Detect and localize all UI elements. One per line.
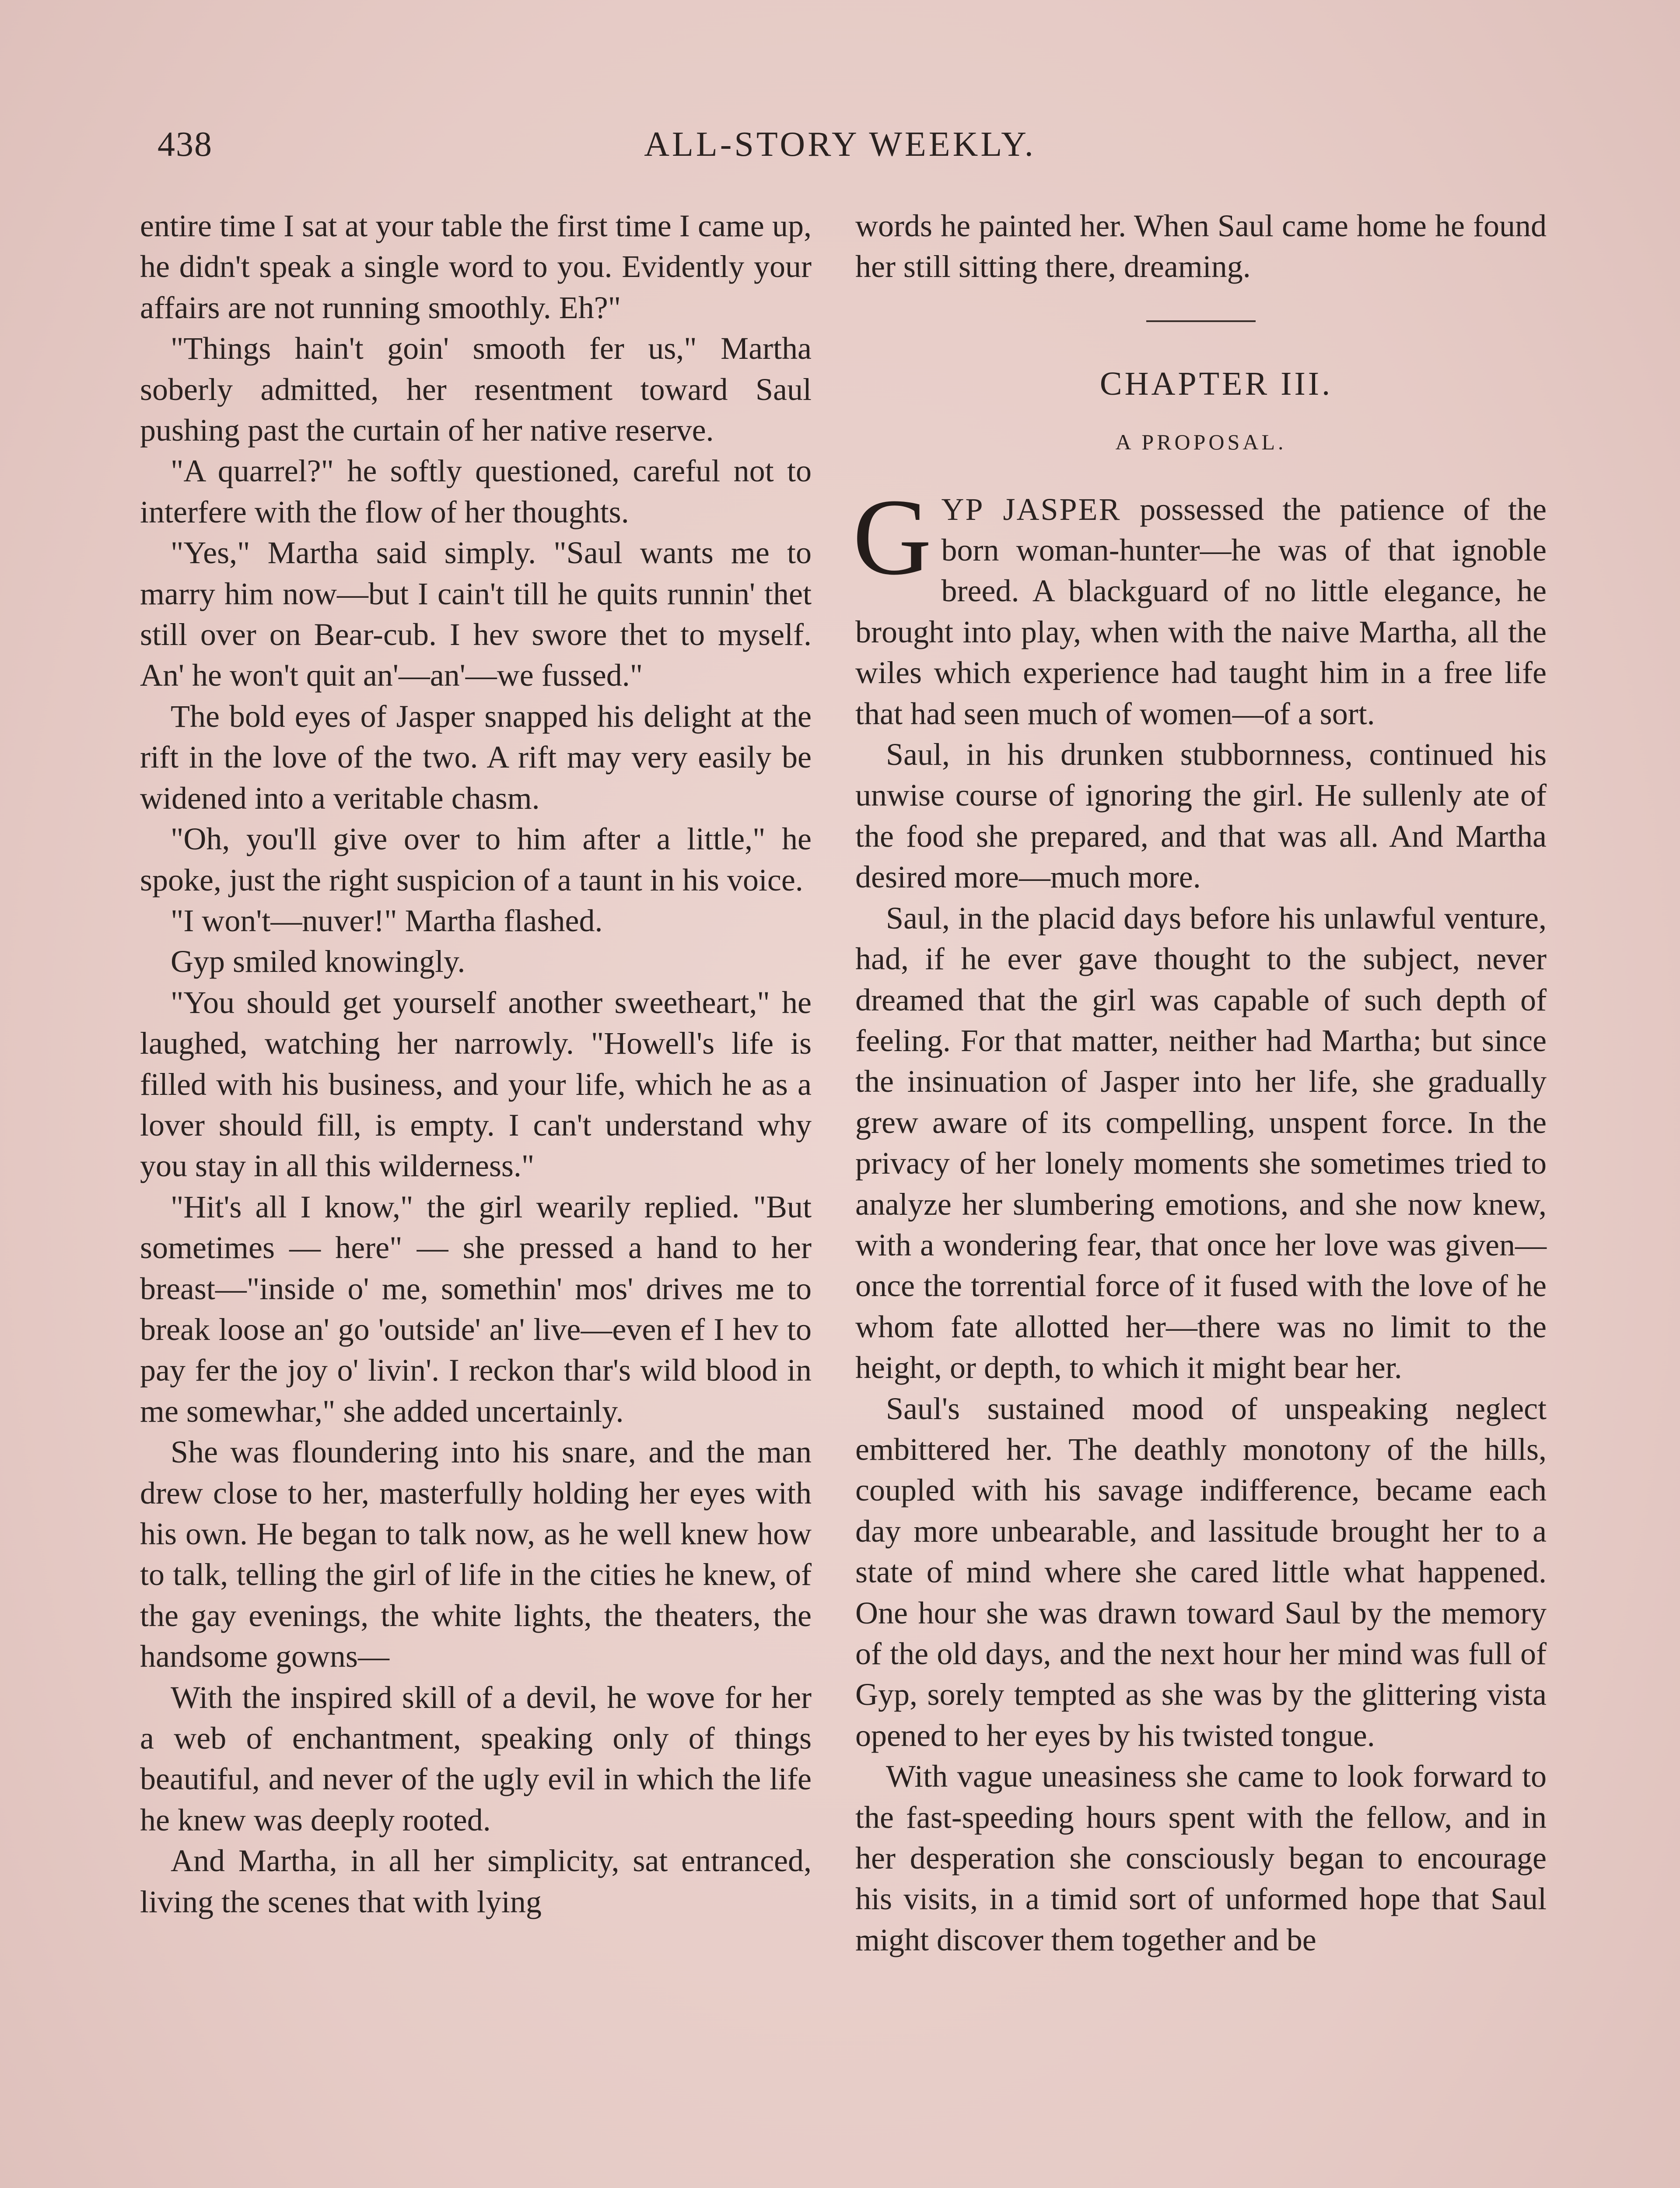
opening-text: possessed the patience of the born woman-hunter—he was of that ignoble breed. A blackguard of no little elegance, he brought into play, when with the naive Martha, all the wiles which experience had taught him in a free life that had seen much of women—of a sort. — [855, 491, 1547, 731]
paragraph: "You should get yourself another sweetheart," he laughed, watching her narrowly. "Howell's life is filled with his business, and your life, which he as a lover should fill, is empty. I can't understand why you stay in all this wilderness." — [140, 985, 812, 1184]
paragraph: With the inspired skill of a devil, he wove for her a web of enchantment, speaking only of things beautiful, and never of the ugly evil in which the life he knew was deeply rooted. — [140, 1680, 812, 1837]
paragraph-continuation: words he painted her. When Saul came home he found her still sitting there, dreaming. — [855, 208, 1547, 284]
paragraph: Saul's sustained mood of unspeaking neglect embittered her. The deathly monotony of the hills, coupled with his savage indifference, became each day more unbearable, and lassitude brought her to a state of mind where she cared little what happened. One hour she was drawn toward Saul by the memory of the old days, and the next hour her mind was full of Gyp, sorely tempted as she was by the glittering vista opened to her eyes by his twisted tongue. — [855, 1391, 1547, 1753]
paragraph: entire time I sat at your table the first time I came up, he didn't speak a single word to you. Evidently your affairs are not running smoothly. Eh?" — [140, 208, 812, 325]
page-header — [158, 125, 1522, 173]
section-divider — [1146, 320, 1256, 322]
page-number: 438 — [158, 125, 213, 164]
paragraph: The bold eyes of Jasper snapped his delight at the rift in the love of the two. A rift may very easily be widened into a veritable chasm. — [140, 698, 812, 816]
paragraph: And Martha, in all her simplicity, sat entranced, living the scenes that with lying — [140, 1843, 812, 1919]
chapter-subtitle: A PROPOSAL. — [1115, 430, 1287, 455]
paragraph: "Oh, you'll give over to him after a little," he spoke, just the right suspicion of a taunt in his voice. — [140, 821, 812, 898]
chapter-opening-paragraph — [853, 476, 1547, 734]
paragraph: "Things hain't goin' smooth fer us," Martha soberly admitted, her resentment toward Saul pushing past the curtain of her native reserve. — [140, 331, 812, 448]
left-column — [140, 206, 812, 1922]
right-column — [855, 206, 1547, 1960]
paragraph: Gyp smiled knowingly. — [171, 944, 466, 979]
paragraph: "Yes," Martha said simply. "Saul wants me to marry him now—but I cain't till he quits runnin' thet still over on Bear-cub. I hev swore thet to myself. An' he won't quit an'—an'—we fussed." — [140, 535, 812, 693]
paragraph: With vague uneasiness she came to look forward to the fast-speeding hours spent with the fellow, and in her desperation she consciously began to encourage his visits, in a timid sort of unformed hope that Saul might discover them together and be — [855, 1759, 1547, 1957]
paragraph: "I won't—nuver!" Martha flashed. — [171, 903, 603, 938]
paragraph: Saul, in the placid days before his unlawful venture, had, if he ever gave thought to the subject, never dreamed that the girl was capable of such depth of feeling. For that matter, neither had Martha; but since the insinuation of Jasper into her life, she gradually grew aware of its compelling, unspent force. In the privacy of her lonely moments she sometimes tried to analyze her slumbering emotions, and she now knew, with a wondering fear, that once her love was given—once the torrential force of it fused with the love of he whom fate allotted her—there was no limit to the height, or depth, to which it might bear her. — [855, 900, 1547, 1385]
lead-caps: YP JASPER — [941, 491, 1121, 527]
paragraph: Saul, in his drunken stubbornness, continued his unwise course of ignoring the girl. He sullenly ate of the food she prepared, and that was all. And Martha desired more—much more. — [855, 737, 1547, 895]
drop-cap: G — [853, 476, 932, 598]
paragraph: "A quarrel?" he softly questioned, careful not to interfere with the flow of her thoughts. — [140, 453, 812, 529]
chapter-title: CHAPTER III. — [1099, 365, 1333, 402]
running-head: ALL-STORY WEEKLY. — [644, 125, 1036, 164]
paragraph: She was floundering into his snare, and the man drew close to her, masterfully holding her eyes with his own. He began to talk now, as he well knew how to talk, telling the girl of life in the cities he knew, of the gay evenings, the white lights, the theaters, the handsome gowns— — [140, 1434, 812, 1674]
paragraph: "Hit's all I know," the girl wearily replied. "But sometimes — here" — she pressed a hand to her breast—"inside o' me, somethin' mos' drives me to break loose an' go 'outside' an' live—even ef I hev to pay fer the joy o' livin'. I reckon thar's wild blood in me somewhar," she added uncertainly. — [140, 1189, 812, 1429]
